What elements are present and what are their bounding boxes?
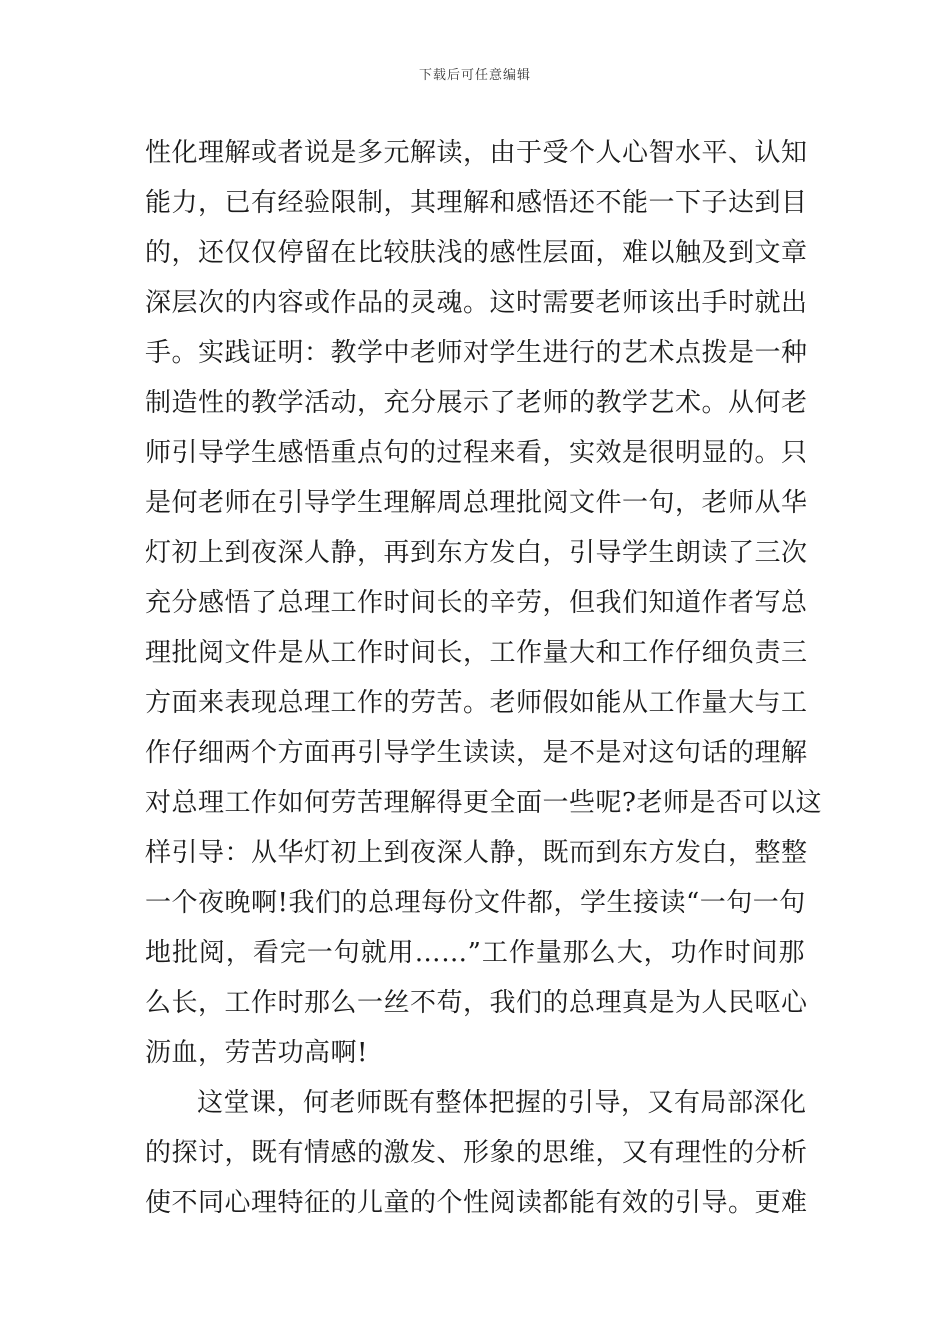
text-line: 师引导学生感悟重点句的过程来看，实效是很明显的。只 <box>145 438 808 468</box>
text-line: 作仔细两个方面再引导学生读读，是不是对这句话的理解 <box>145 738 808 768</box>
text-line: 的探讨，既有情感的激发、形象的思维，又有理性的分析 <box>145 1138 808 1168</box>
text-line: 深层次的内容或作品的灵魂。这时需要老师该出手时就出 <box>145 288 808 318</box>
text-line: 样引导：从华灯初上到夜深人静，既而到东方发白，整整 <box>145 838 808 868</box>
text-line: 方面来表现总理工作的劳苦。老师假如能从工作量大与工 <box>145 688 808 718</box>
text-line: 理批阅文件是从工作时间长，工作量大和工作仔细负责三 <box>145 638 808 668</box>
text-line: 对总理工作如何劳苦理解得更全面一些呢?老师是否可以这 <box>145 788 822 818</box>
text-line: 灯初上到夜深人静，再到东方发白，引导学生朗读了三次 <box>145 538 808 568</box>
text-line: 么长，工作时那么一丝不苟，我们的总理真是为人民呕心 <box>145 988 808 1018</box>
paragraph-start-line: 这堂课，何老师既有整体把握的引导，又有局部深化 <box>197 1088 807 1118</box>
text-line: 使不同心理特征的儿童的个性阅读都能有效的引导。更难 <box>145 1188 808 1218</box>
text-line: 手。实践证明：教学中老师对学生进行的艺术点拨是一种 <box>145 338 808 368</box>
text-line: 制造性的教学活动，充分展示了老师的教学艺术。从何老 <box>145 388 808 418</box>
text-line: 一个夜晚啊!我们的总理每份文件都，学生接读“一句一句 <box>145 888 806 918</box>
document-body <box>145 128 822 1228</box>
text-line: 能力，已有经验限制，其理解和感悟还不能一下子达到目 <box>145 188 808 218</box>
text-line: 地批阅，看完一句就用……”工作量那么大，功作时间那 <box>145 938 805 968</box>
text-line: 是何老师在引导学生理解周总理批阅文件一句，老师从华 <box>145 488 808 518</box>
text-line: 性化理解或者说是多元解读，由于受个人心智水平、认知 <box>145 138 808 168</box>
page-header: 下载后可任意编辑 <box>418 68 531 83</box>
paragraph-end-line: 沥血，劳苦功高啊! <box>145 1038 368 1068</box>
text-line: 的，还仅仅停留在比较肤浅的感性层面，难以触及到文章 <box>145 238 808 268</box>
text-line: 充分感悟了总理工作时间长的辛劳，但我们知道作者写总 <box>145 588 808 618</box>
